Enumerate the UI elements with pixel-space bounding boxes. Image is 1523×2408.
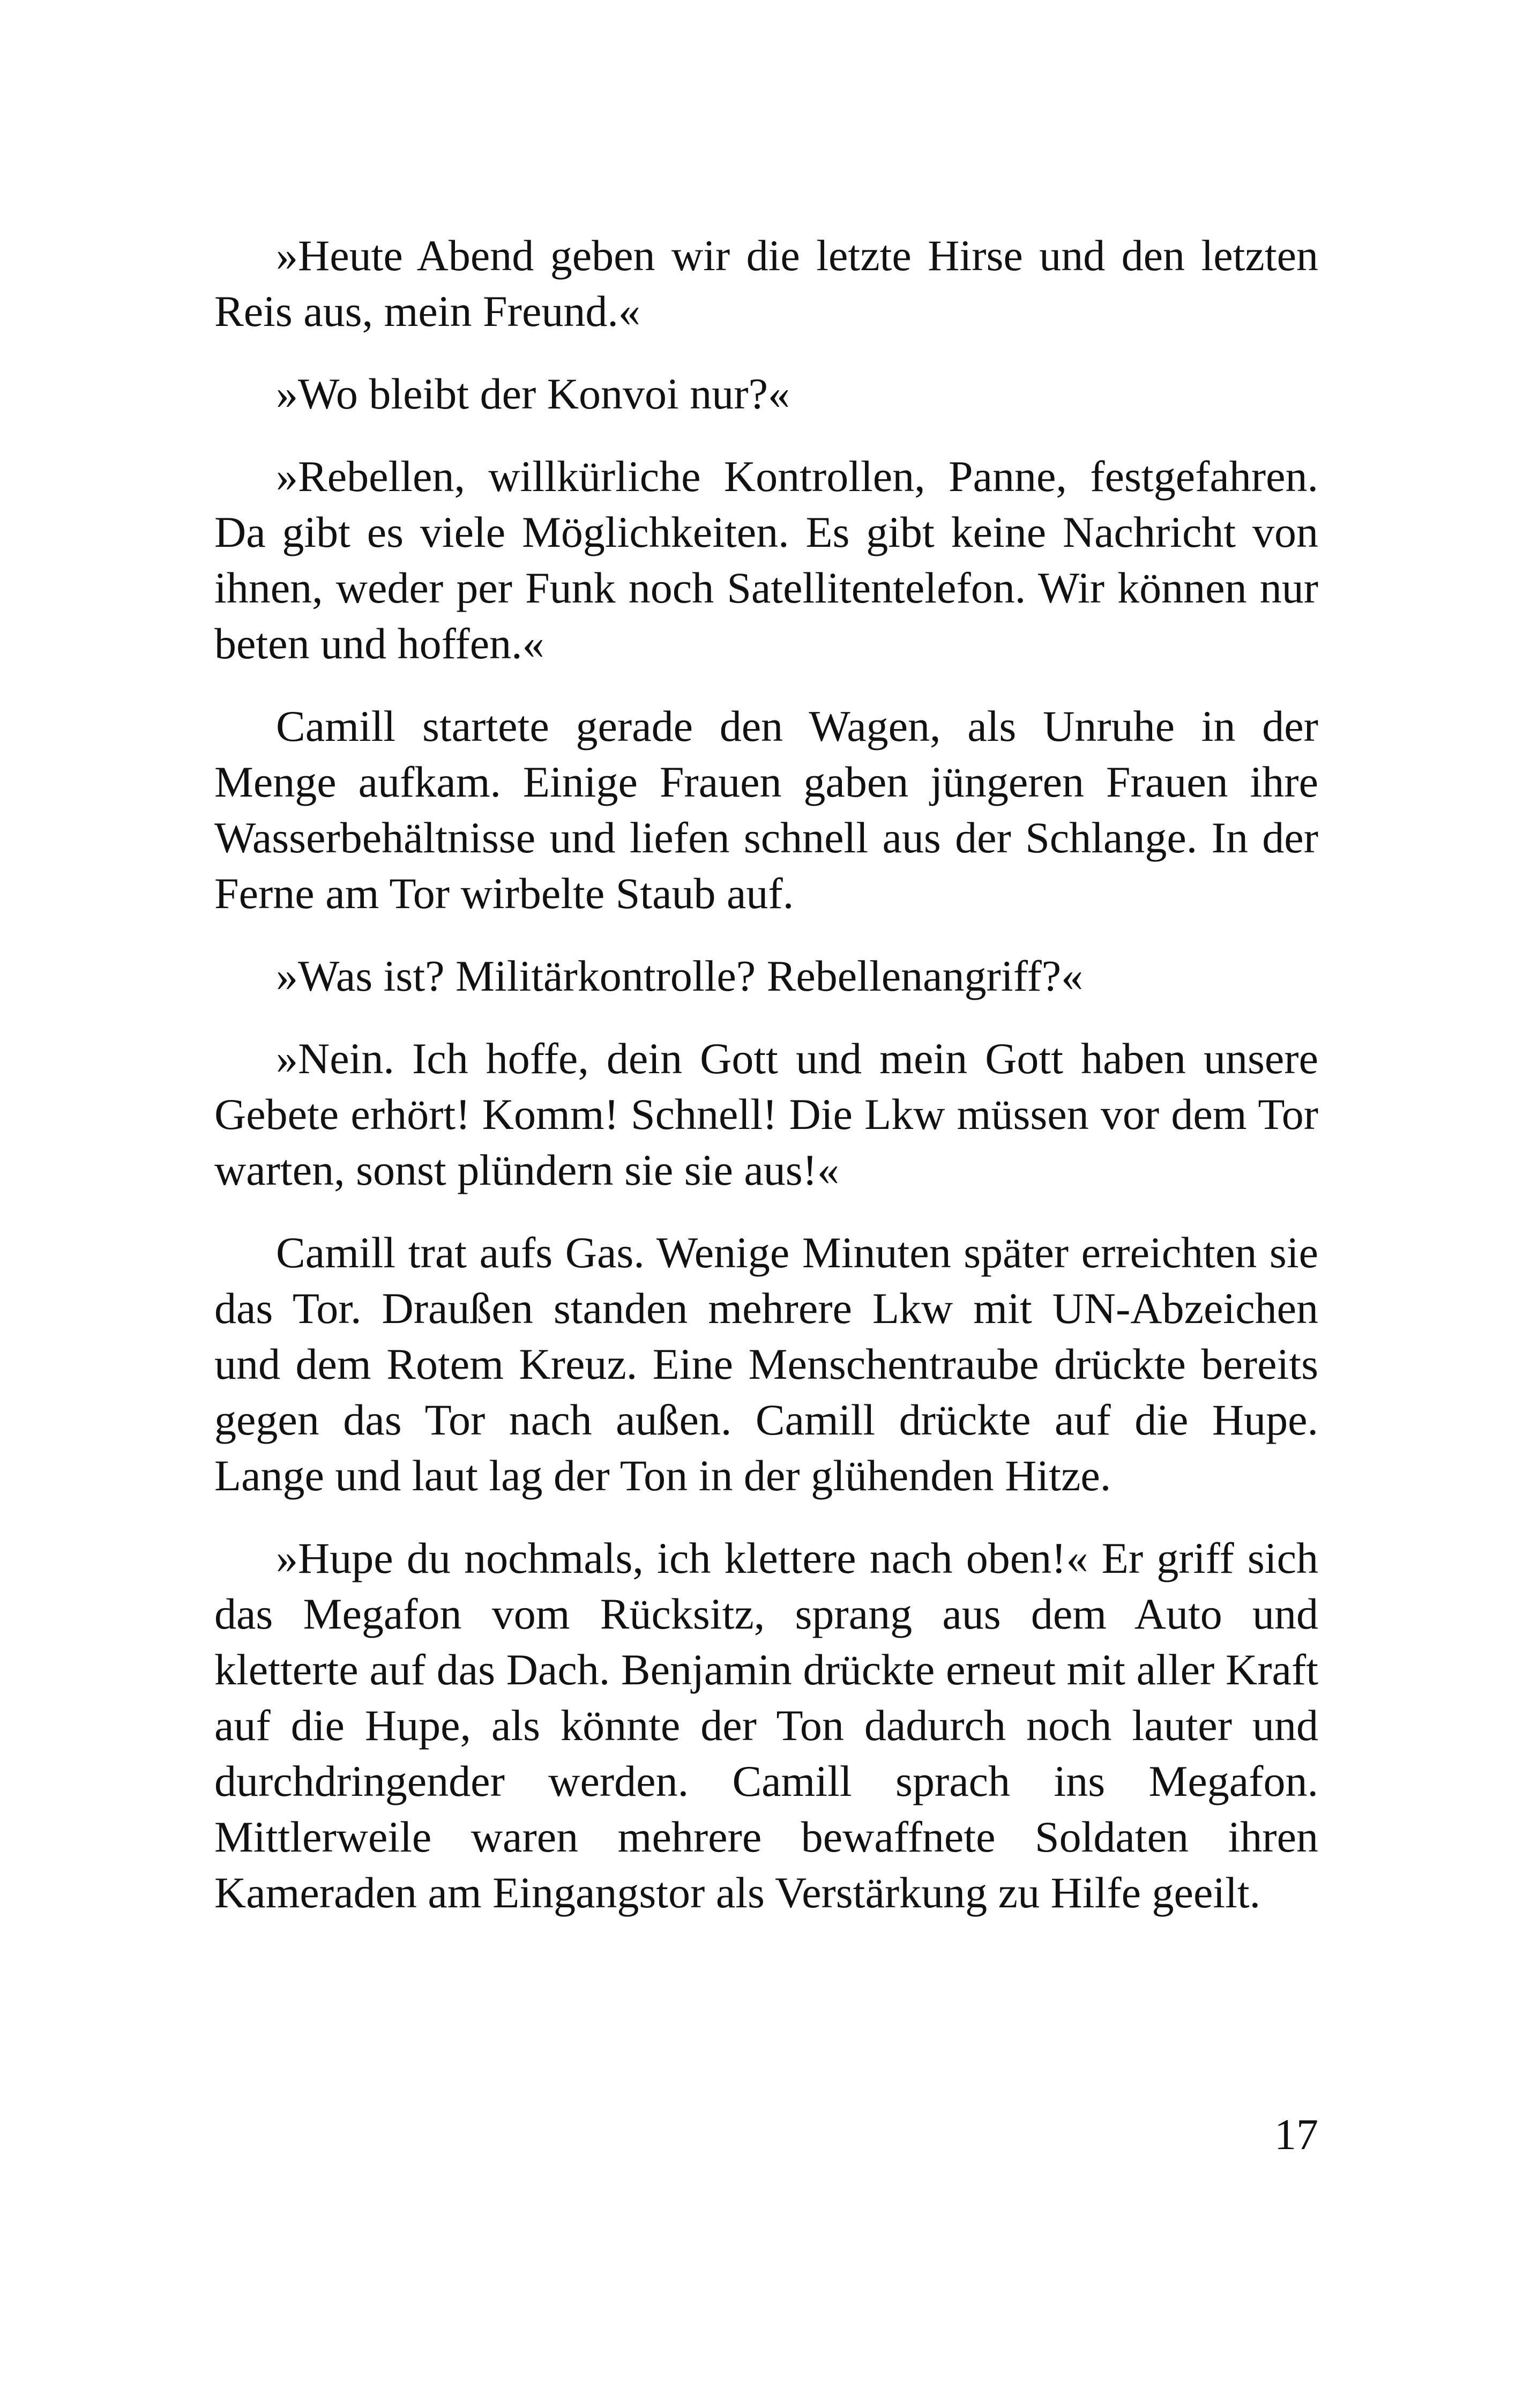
paragraph: »Hupe du nochmals, ich klettere nach oben!« Er griff sich das Megafon vom Rücksitz, sprang aus dem Auto und kletterte auf das Dach. Benjamin drückte erneut mit aller Kraft auf die Hupe, als könnte der Ton dadurch noch lauter und durchdringender werden. Camill sprach ins Megafon. Mittlerweile waren mehrere bewaffnete Soldaten ihren Kameraden am Eingangstor als Verstärkung zu Hilfe geeilt.	[214, 1534, 1318, 1917]
paragraph: »Heute Abend geben wir die letzte Hirse und den letzten Reis aus, mein Freund.«	[214, 231, 1318, 336]
paragraph: Camill trat aufs Gas. Wenige Minuten später erreichten sie das Tor. Draußen standen mehrere Lkw mit UN-Abzeichen und dem Rotem Kreuz. Eine Menschentraube drückte bereits gegen das Tor nach außen. Camill drückte auf die Hupe. Lange und laut lag der Ton in der glühenden Hitze.	[214, 1228, 1318, 1500]
paragraph: »Rebellen, willkürliche Kontrollen, Panne, festgefahren. Da gibt es viele Möglichkeiten. Es gibt keine Nachricht von ihnen, weder per Funk noch Satellitentelefon. Wir können nur beten und hoffen.«	[214, 452, 1318, 668]
body-text	[214, 228, 1318, 1921]
paragraph: »Was ist? Militärkontrolle? Rebellenangriff?«	[276, 952, 1084, 1000]
paragraph: Camill startete gerade den Wagen, als Unruhe in der Menge aufkam. Einige Frauen gaben jüngeren Frauen ihre Wasserbehältnisse und liefen schnell aus der Schlange. In der Ferne am Tor wirbelte Staub auf.	[214, 702, 1318, 918]
paragraph: »Nein. Ich hoffe, dein Gott und mein Gott haben unsere Gebete erhört! Komm! Schnell! Die Lkw müssen vor dem Tor warten, sonst plündern sie sie aus!«	[214, 1034, 1318, 1194]
paragraph: »Wo bleibt der Konvoi nur?«	[276, 369, 790, 418]
page-number: 17	[1274, 2110, 1318, 2159]
